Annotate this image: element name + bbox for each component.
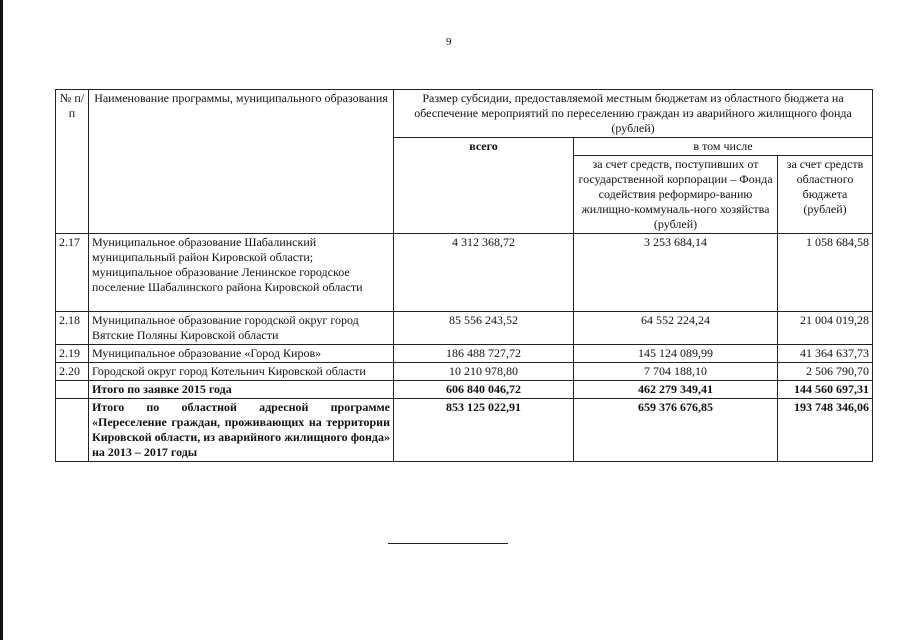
- table-row: [56, 345, 873, 363]
- row-regional: 1 058 684,58: [778, 234, 873, 312]
- row-regional: 2 506 790,70: [778, 363, 873, 381]
- header-number: № п/п: [56, 90, 89, 234]
- row-name: Муниципальное образование городской округ город Вятские Поляны Кировской области: [89, 312, 394, 345]
- table-row: [56, 363, 873, 381]
- row-name: Муниципальное образование Шабалинский муниципальный район Кировской области; муниципальное образование Ленинское городское поселение Шабалинского района Кировской области: [89, 234, 394, 312]
- header-regional: за счет средств областного бюджета (рублей): [778, 156, 873, 234]
- total-number: [56, 381, 89, 399]
- row-fund: 3 253 684,14: [574, 234, 778, 312]
- row-total: 10 210 978,80: [394, 363, 574, 381]
- header-total: всего: [394, 138, 574, 234]
- row-number: 2.20: [56, 363, 89, 381]
- row-regional: 41 364 637,73: [778, 345, 873, 363]
- row-number: 2.18: [56, 312, 89, 345]
- page-left-border: [0, 0, 3, 640]
- row-fund: 7 704 188,10: [574, 363, 778, 381]
- table-row: [56, 312, 873, 345]
- header-subsidy: Размер субсидии, предоставляемой местным бюджетам из областного бюджета на обеспечение мероприятий по переселению граждан из аварийного жилищного фонда (рублей): [394, 90, 873, 138]
- total-regional: 144 560 697,31: [778, 381, 873, 399]
- header-including: в том числе: [574, 138, 873, 156]
- table-row: [56, 234, 873, 312]
- total-name: Итого по заявке 2015 года: [89, 381, 394, 399]
- row-regional: 21 004 019,28: [778, 312, 873, 345]
- total-sum: 606 840 046,72: [394, 381, 574, 399]
- total-fund: 462 279 349,41: [574, 381, 778, 399]
- row-name: Городской округ город Котельнич Кировской области: [89, 363, 394, 381]
- total-name: Итого по областной адресной программе «Переселение граждан, проживающих на территории Кировской области, из аварийного жилищного фонда» на 2013 – 2017 годы: [89, 399, 394, 462]
- subsidy-table: [55, 89, 873, 462]
- header-fund: за счет средств, поступивших от государственной корпорации – Фонда содействия реформиро-ванию жилищно-коммуналь-ного хозяйства (рублей): [574, 156, 778, 234]
- total-regional: 193 748 346,06: [778, 399, 873, 462]
- row-number: 2.19: [56, 345, 89, 363]
- table-header-row: [56, 90, 873, 138]
- total-row: [56, 381, 873, 399]
- total-sum: 853 125 022,91: [394, 399, 574, 462]
- header-name: Наименование программы, муниципального образования: [89, 90, 394, 234]
- row-total: 85 556 243,52: [394, 312, 574, 345]
- end-divider: [388, 543, 508, 544]
- row-fund: 64 552 224,24: [574, 312, 778, 345]
- page-number: 9: [446, 36, 452, 48]
- row-total: 186 488 727,72: [394, 345, 574, 363]
- row-number: 2.17: [56, 234, 89, 312]
- row-total: 4 312 368,72: [394, 234, 574, 312]
- row-fund: 145 124 089,99: [574, 345, 778, 363]
- row-name: Муниципальное образование «Город Киров»: [89, 345, 394, 363]
- total-fund: 659 376 676,85: [574, 399, 778, 462]
- total-row: [56, 399, 873, 462]
- total-number: [56, 399, 89, 462]
